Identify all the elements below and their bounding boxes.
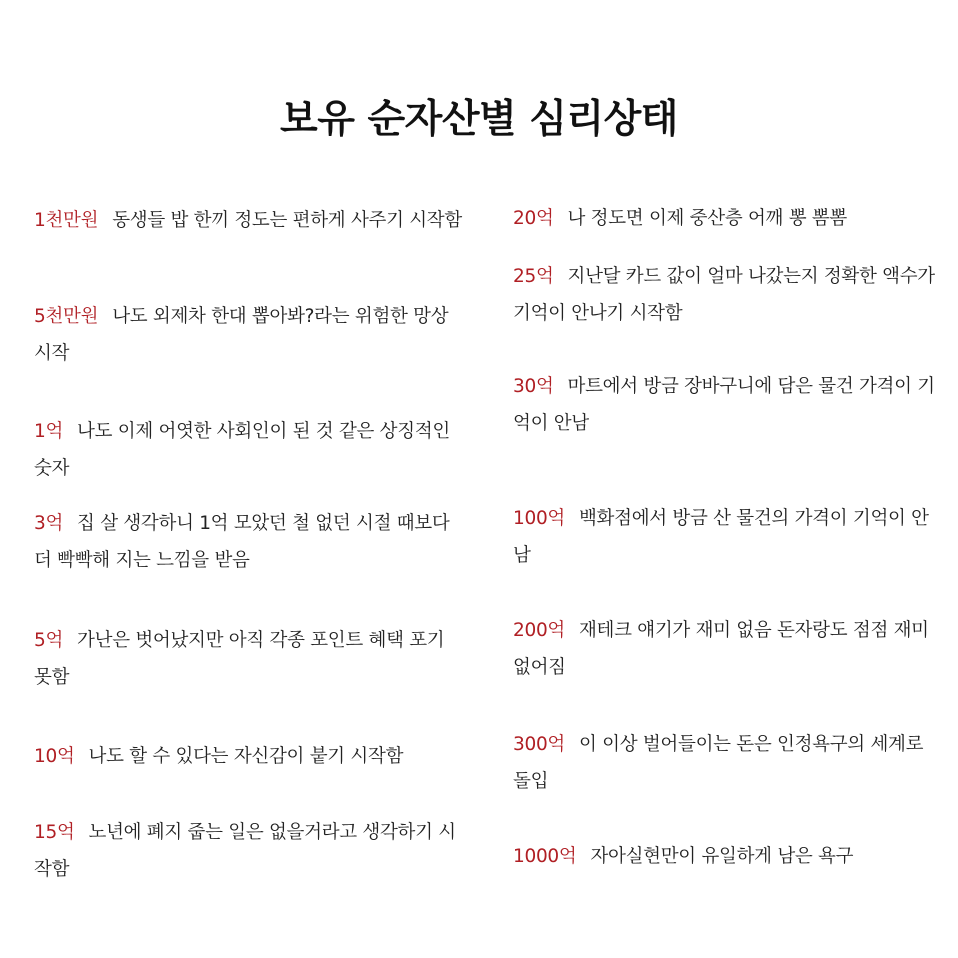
description-text: 재테크 얘기가 재미 없음 돈자랑도 점점 재미 없어짐: [513, 620, 929, 678]
amount-label: 30억: [513, 376, 554, 397]
amount-label: 5억: [34, 630, 64, 651]
description-text: 나도 할 수 있다는 자신감이 붙기 시작함: [88, 746, 404, 767]
description-text: 지난달 카드 값이 얼마 나갔는지 정확한 액수가 기억이 안나기 시작함: [513, 266, 935, 324]
description-text: 마트에서 방금 장바구니에 담은 물건 가격이 기억이 안남: [513, 376, 935, 434]
list-item: [34, 413, 464, 487]
description-text: 나도 외제차 한대 뽑아봐?라는 위험한 망상 시작: [34, 306, 449, 364]
description-text: 노년에 폐지 줍는 일은 없을거라고 생각하기 시작함: [34, 822, 456, 880]
list-item: [34, 814, 464, 888]
description-text: 동생들 밥 한끼 정도는 편하게 사주기 시작함: [112, 210, 462, 231]
description-text: 이 이상 벌어들이는 돈은 인정욕구의 세계로 돌입: [513, 734, 924, 792]
amount-label: 1억: [34, 421, 64, 442]
page-title: 보유 순자산별 심리상태: [280, 97, 678, 142]
list-item: [34, 738, 464, 775]
list-item: [513, 200, 938, 237]
description-text: 자아실현만이 유일하게 남은 욕구: [590, 846, 854, 867]
amount-label: 5천만원: [34, 306, 99, 327]
description-text: 나 정도면 이제 중산층 어깨 뽕 뽐뽐: [567, 208, 847, 229]
list-item: [513, 612, 938, 686]
amount-label: 300억: [513, 734, 565, 755]
list-item: [513, 258, 938, 332]
description-text: 집 살 생각하니 1억 모았던 철 없던 시절 때보다 더 빡빡해 지는 느낌을 받음: [34, 513, 450, 571]
list-item: [513, 500, 938, 574]
amount-label: 200억: [513, 620, 565, 641]
amount-label: 25억: [513, 266, 554, 287]
list-item: [513, 726, 938, 800]
amount-label: 100억: [513, 508, 565, 529]
amount-label: 10억: [34, 746, 75, 767]
list-item: [513, 838, 938, 875]
list-item: [34, 202, 464, 239]
list-item: [513, 368, 938, 442]
amount-label: 1000억: [513, 846, 577, 867]
amount-label: 15억: [34, 822, 75, 843]
amount-label: 1천만원: [34, 210, 99, 231]
amount-label: 3억: [34, 513, 64, 534]
list-item: [34, 298, 464, 372]
list-item: [34, 505, 464, 579]
description-text: 가난은 벗어났지만 아직 각종 포인트 혜택 포기 못함: [34, 630, 445, 688]
amount-label: 20억: [513, 208, 554, 229]
list-item: [34, 622, 464, 696]
description-text: 나도 이제 어엿한 사회인이 된 것 같은 상징적인 숫자: [34, 421, 450, 479]
description-text: 백화점에서 방금 산 물건의 가격이 기억이 안남: [513, 508, 929, 566]
